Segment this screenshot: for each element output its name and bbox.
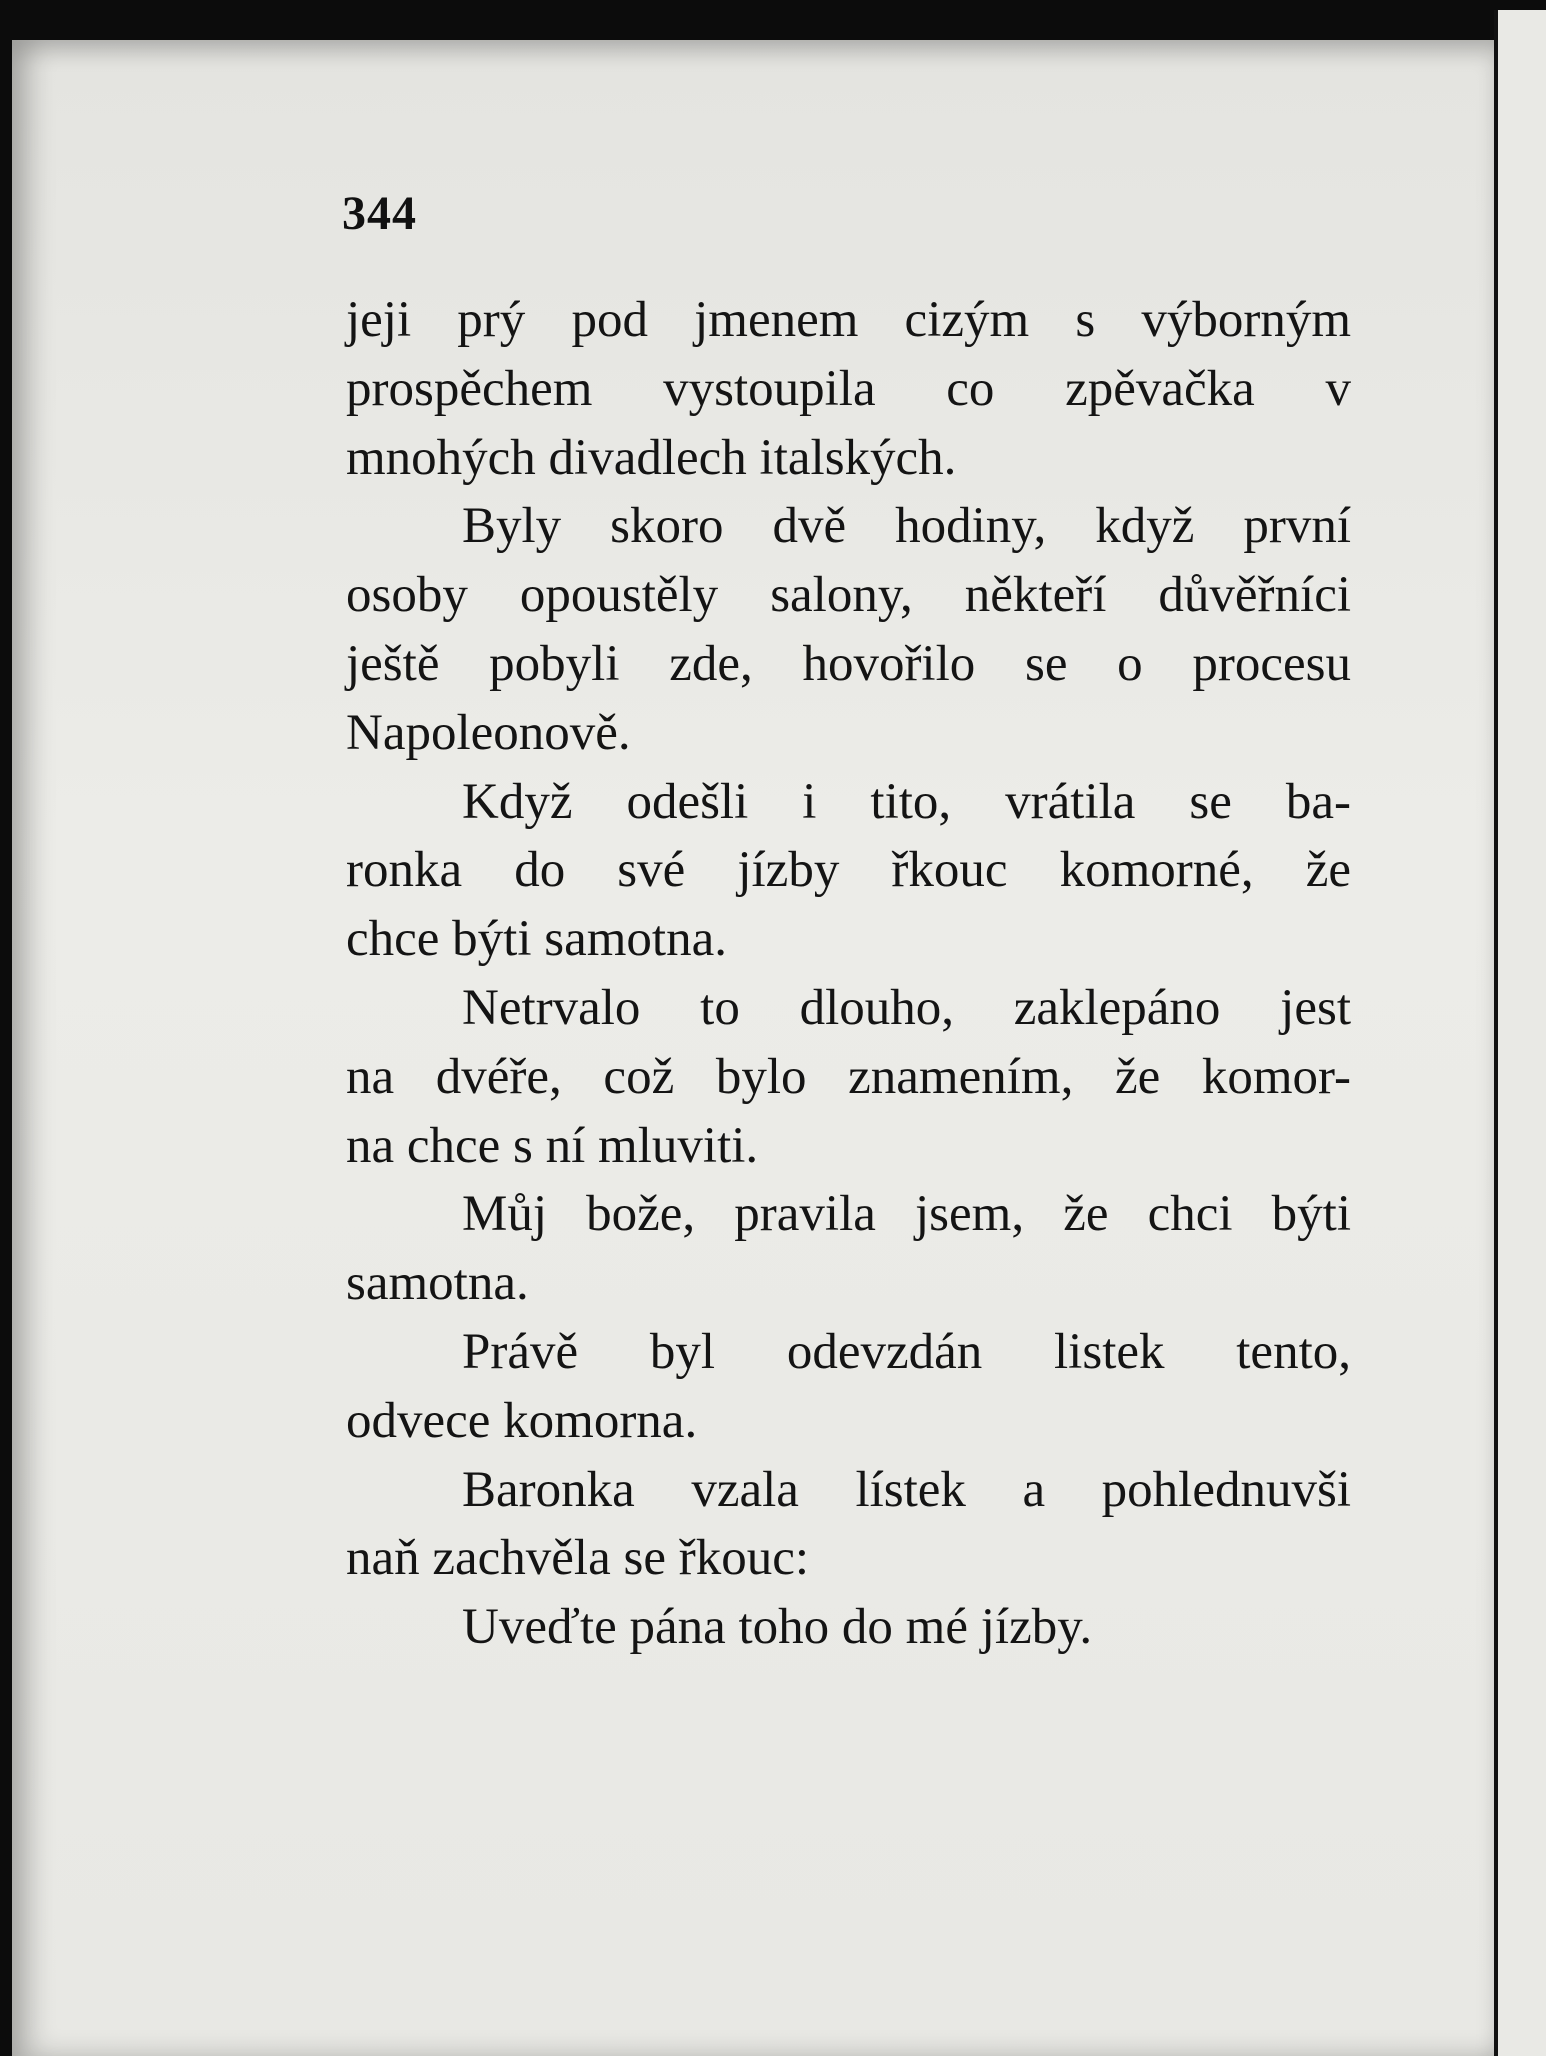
text-line: Uveďte pána toho do mé jízby.	[462, 1599, 1093, 1656]
paragraph	[346, 1593, 1351, 1662]
text-line: chce býti samotna.	[346, 911, 727, 968]
text-line: mnohých divadlech italských.	[346, 429, 957, 486]
text-line: Napoleonově.	[346, 704, 631, 761]
paragraph	[346, 492, 1351, 767]
paragraph	[346, 768, 1351, 974]
text-line: naň zachvěla se řkouc:	[346, 1530, 810, 1587]
text-line: Baronka vzala lístek a pohlednuvši	[462, 1461, 1351, 1518]
paragraph	[346, 974, 1351, 1180]
adjacent-page-edge	[1494, 10, 1546, 2056]
text-line: osoby opoustěly salony, někteří důvěřníci	[346, 567, 1351, 624]
text-line: Právě byl odevzdán listek tento,	[462, 1323, 1351, 1380]
text-line: prospěchem vystoupila co zpěvačka v	[346, 360, 1351, 417]
text-line: Byly skoro dvě hodiny, když první	[462, 498, 1351, 555]
text-line: odvece komorna.	[346, 1392, 698, 1449]
text-line: ronka do své jízby řkouc komorné, že	[346, 842, 1351, 899]
text-line: ještě pobyli zde, hovořilo se o procesu	[346, 635, 1351, 692]
paragraph	[346, 286, 1351, 492]
paragraph	[346, 1456, 1351, 1594]
text-line: Když odešli i tito, vrátila se ba-	[462, 773, 1351, 830]
text-line: na dvéře, což bylo znamením, že komor-	[346, 1048, 1351, 1105]
page-number: 344	[342, 187, 417, 240]
text-line: Můj bože, pravila jsem, že chci býti	[462, 1186, 1351, 1243]
body-text	[346, 286, 1351, 1662]
paragraph	[346, 1318, 1351, 1456]
paragraph	[346, 1180, 1351, 1318]
text-line: samotna.	[346, 1255, 529, 1312]
text-line: Netrvalo to dlouho, zaklepáno jest	[462, 979, 1351, 1036]
text-line: jeji prý pod jmenem cizým s výborným	[346, 292, 1351, 348]
text-line: na chce s ní mluviti.	[346, 1117, 759, 1174]
